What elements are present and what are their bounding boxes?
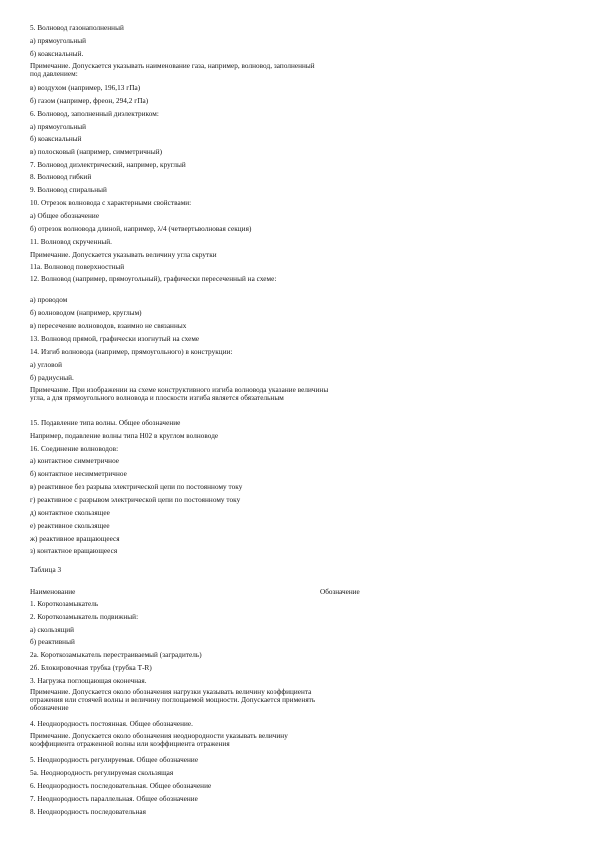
text-line: 7. Волновод диэлектрический, например, круглый bbox=[30, 161, 186, 169]
text-line: 8. Волновод гибкий bbox=[30, 173, 92, 181]
table-row: 5. Неоднородность регулируемая. Общее обозначение bbox=[30, 756, 199, 764]
table-title: Таблица 3 bbox=[30, 566, 62, 574]
text-line: в) реактивное без разрыва электрической цепи по постоянному току bbox=[30, 483, 243, 491]
text-line: б) коаксиальный. bbox=[30, 50, 84, 58]
text-line: 9. Волновод спиральный bbox=[30, 186, 107, 194]
text-line: б) коаксиальный bbox=[30, 135, 82, 143]
note-line: Примечание. При изображении на схеме конструктивного изгиба волновода указание величины угла, а для прямоугольного волновода и плоскости изгиба является обязательным bbox=[30, 386, 329, 402]
text-line: а) Общее обозначение bbox=[30, 212, 100, 220]
table-row: 2. Короткозамыкатель подвижный: bbox=[30, 613, 139, 621]
text-line: е) реактивное скользящее bbox=[30, 522, 110, 530]
note-line: Примечание. Допускается указывать наименование газа, например, волновод, заполненный под давлением: bbox=[30, 62, 315, 78]
text-line: а) проводом bbox=[30, 296, 68, 304]
text-line: Например, подавление волны типа H02 в круглом волноводе bbox=[30, 432, 219, 440]
note-line: Примечание. Допускается около обозначения нагрузки указывать величину коэффициента отражения или стоячей волны и величину поглощаемой мощности. Допускается применять обозначение bbox=[30, 688, 316, 712]
text-line: Примечание. Допускается указывать величину угла скрутки bbox=[30, 251, 217, 259]
table-row: 7. Неоднородность параллельная. Общее обозначение bbox=[30, 795, 198, 803]
text-line: д) контактное скользящее bbox=[30, 509, 110, 517]
text-line: а) угловой bbox=[30, 361, 63, 369]
table-row: 2б. Блокировочная трубка (трубка Т-R) bbox=[30, 664, 152, 672]
text-line: б) волноводом (например, круглым) bbox=[30, 309, 142, 317]
text-line: 6. Волновод, заполненный диэлектриком: bbox=[30, 110, 159, 118]
text-line: б) отрезок волновода длиной, например, λ/4 (четвертьволновая секция) bbox=[30, 225, 252, 233]
text-line: з) контактное вращающееся bbox=[30, 547, 118, 555]
table-row: 3. Нагрузка поглощающая оконечная. bbox=[30, 677, 147, 685]
table-row: 1. Короткозамыкатель bbox=[30, 600, 99, 608]
table-row: а) скользящий bbox=[30, 626, 75, 634]
table-row: 5а. Неоднородность регулируемая скользящая bbox=[30, 769, 174, 777]
text-line: а) контактное симметричное bbox=[30, 457, 120, 465]
table-row: 8. Неоднородность последовательная bbox=[30, 808, 146, 816]
text-line: 11а. Волновод поверхностный bbox=[30, 263, 125, 271]
text-line: г) реактивное с разрывом электрической цепи по постоянному току bbox=[30, 496, 241, 504]
text-line: б) радиусный. bbox=[30, 374, 74, 382]
text-line: в) пересечение волноводов, взаимно не связанных bbox=[30, 322, 187, 330]
text-line: б) контактное несимметричное bbox=[30, 470, 127, 478]
text-line: ж) реактивное вращающееся bbox=[30, 535, 120, 543]
text-line: 10. Отрезок волновода с характерными свойствами: bbox=[30, 199, 192, 207]
table-row: 2а. Короткозамыкатель перестраиваемый (заградитель) bbox=[30, 651, 202, 659]
text-line: 16. Соединение волноводов: bbox=[30, 445, 119, 453]
text-line: 11. Волновод скрученный. bbox=[30, 238, 112, 246]
text-line: а) прямоугольный bbox=[30, 123, 87, 131]
text-line: 12. Волновод (например, прямоугольный), графически пересеченный на схеме: bbox=[30, 275, 277, 283]
text-line: 13. Волновод прямой, графически изогнутый на схеме bbox=[30, 335, 200, 343]
text-line: 14. Изгиб волновода (например, прямоугольного) в конструкции: bbox=[30, 348, 233, 356]
table-row: 6. Неоднородность последовательная. Общее обозначение bbox=[30, 782, 212, 790]
text-line: а) прямоугольный bbox=[30, 37, 87, 45]
table-row: б) реактивный bbox=[30, 638, 75, 646]
text-line: б) газом (например, фреон, 294,2 гПа) bbox=[30, 97, 149, 105]
column-header-designation: Обозначение bbox=[320, 588, 360, 596]
note-line: Примечание. Допускается около обозначения неоднородности указывать величину коэффициента отраженной волны или коэффициента отражения bbox=[30, 732, 288, 748]
text-line: 5. Волновод газонаполненный bbox=[30, 24, 124, 32]
column-header-name: Наименование bbox=[30, 588, 76, 596]
text-line: в) воздухом (например, 196,13 гПа) bbox=[30, 84, 141, 92]
table-row: 4. Неоднородность постоянная. Общее обозначение. bbox=[30, 720, 193, 728]
text-line: 15. Подавление типа волны. Общее обозначение bbox=[30, 419, 181, 427]
text-line: в) полосковый (например, симметричный) bbox=[30, 148, 163, 156]
